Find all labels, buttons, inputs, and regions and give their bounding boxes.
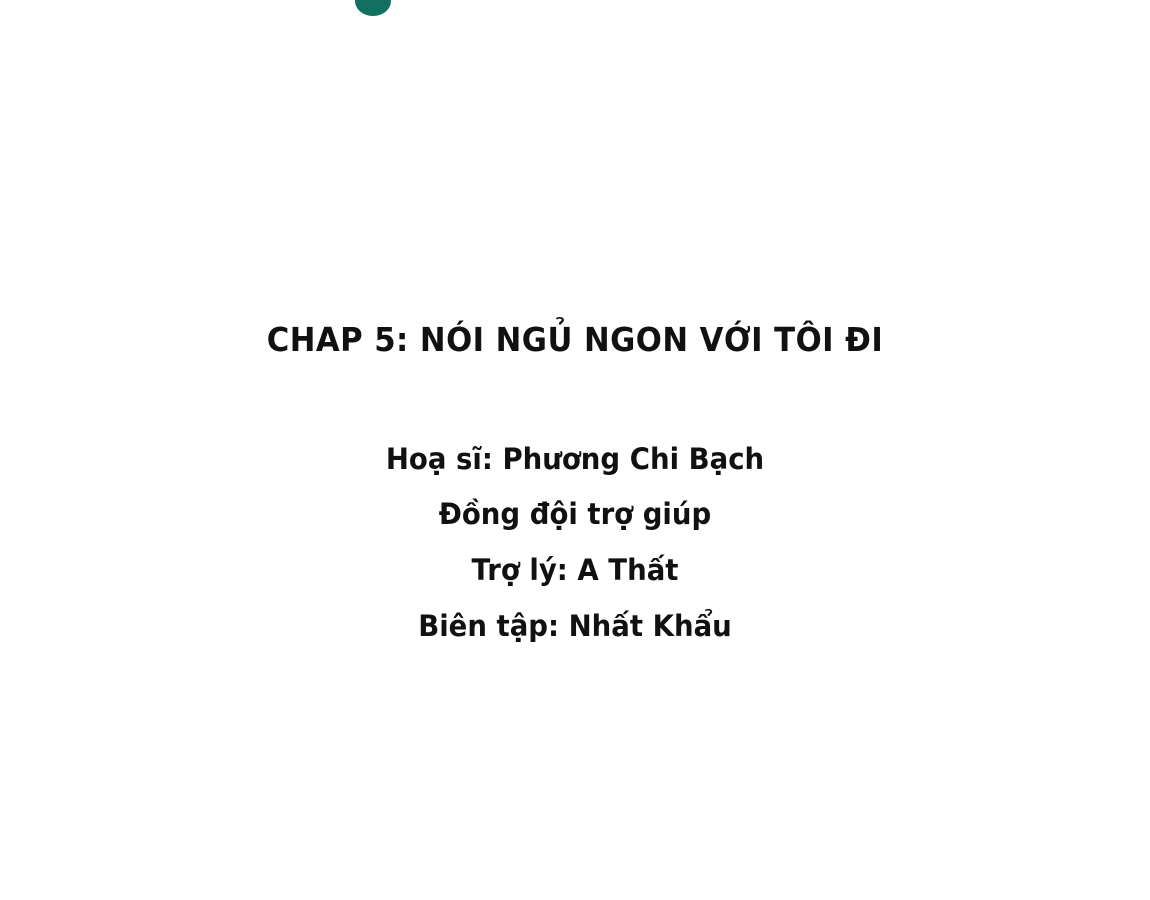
credits-block <box>0 320 1150 654</box>
credit-line-editor: Biên tập: Nhất Khẩu <box>418 608 732 643</box>
credit-line-assistant: Trợ lý: A Thất <box>471 552 679 587</box>
credit-line-team-support: Đồng đội trợ giúp <box>438 497 712 532</box>
teal-rounded-mark-icon <box>355 0 391 16</box>
chapter-title: CHAP 5: NÓI NGỦ NGON VỚI TÔI ĐI <box>266 320 884 359</box>
credit-line-artist: Hoạ sĩ: Phương Chi Bạch <box>385 441 765 476</box>
